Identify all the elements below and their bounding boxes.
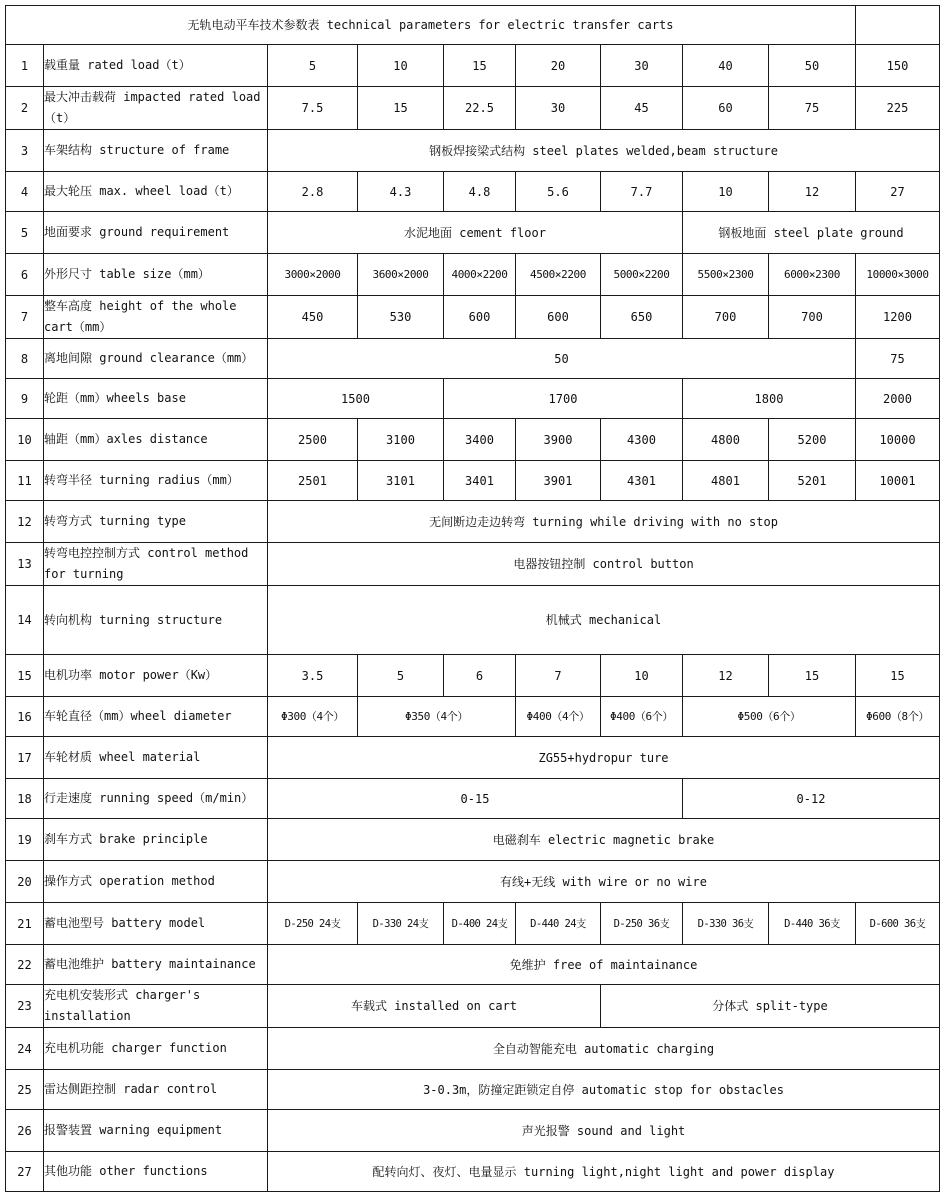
value-cell: 600 (516, 296, 601, 339)
parameter-label: 电机功率 motor power（Kw） (44, 655, 268, 697)
value-cell: 3400 (444, 419, 516, 461)
row-number: 25 (6, 1070, 44, 1110)
value-cell: 7 (516, 655, 601, 697)
value-cell: 3000×2000 (268, 254, 358, 296)
row-number: 6 (6, 254, 44, 296)
value-cell: D-330 36支 (683, 903, 769, 945)
value-cell: 1200 (856, 296, 940, 339)
table-row (6, 543, 940, 586)
value-cell: 1500 (268, 379, 444, 419)
value-cell: 7.5 (268, 87, 358, 130)
value-cell: 12 (769, 172, 856, 212)
value-cell: 15 (769, 655, 856, 697)
value-cell: 75 (769, 87, 856, 130)
parameter-label: 刹车方式 brake principle (44, 819, 268, 861)
row-number: 8 (6, 339, 44, 379)
row-number: 9 (6, 379, 44, 419)
table-row (6, 655, 940, 697)
parameter-table (5, 5, 940, 1192)
value-cell: D-250 36支 (601, 903, 683, 945)
table-row (6, 501, 940, 543)
parameter-label: 外形尺寸 table size（mm） (44, 254, 268, 296)
row-number: 20 (6, 861, 44, 903)
row-number: 1 (6, 45, 44, 87)
parameter-label: 报警装置 warning equipment (44, 1110, 268, 1152)
value-cell: Φ400（4个） (516, 697, 601, 737)
table-title: 无轨电动平车技术参数表 technical parameters for electric transfer carts (6, 6, 856, 45)
value-cell: 有线+无线 with wire or no wire (268, 861, 940, 903)
table-row (6, 45, 940, 87)
value-cell: 钢板地面 steel plate ground (683, 212, 940, 254)
parameter-label: 最大冲击载荷 impacted rated load（t） (44, 87, 268, 130)
value-cell: 3901 (516, 461, 601, 501)
value-cell: 15 (444, 45, 516, 87)
parameter-label: 行走速度 running speed（m/min） (44, 779, 268, 819)
value-cell: 40 (683, 45, 769, 87)
row-number: 4 (6, 172, 44, 212)
table-row (6, 861, 940, 903)
table-row (6, 586, 940, 655)
parameter-label: 轮距（mm）wheels base (44, 379, 268, 419)
value-cell: 3100 (358, 419, 444, 461)
parameter-label: 载重量 rated load（t） (44, 45, 268, 87)
parameter-label: 整车高度 height of the whole cart（mm） (44, 296, 268, 339)
row-number: 10 (6, 419, 44, 461)
value-cell: D-250 24支 (268, 903, 358, 945)
parameter-label: 最大轮压 max. wheel load（t） (44, 172, 268, 212)
value-cell: 3401 (444, 461, 516, 501)
parameter-label: 车轮直径（mm）wheel diameter (44, 697, 268, 737)
value-cell: 水泥地面 cement floor (268, 212, 683, 254)
value-cell: 60 (683, 87, 769, 130)
value-cell: 15 (358, 87, 444, 130)
parameter-label: 充电机功能 charger function (44, 1028, 268, 1070)
value-cell: 3.5 (268, 655, 358, 697)
parameter-label: 转弯半径 turning radius（mm） (44, 461, 268, 501)
title-blank-cell (856, 6, 940, 45)
value-cell: 50 (769, 45, 856, 87)
value-cell: 15 (856, 655, 940, 697)
parameter-label: 转弯方式 turning type (44, 501, 268, 543)
table-row (6, 779, 940, 819)
parameter-label: 其他功能 other functions (44, 1152, 268, 1192)
value-cell: 2.8 (268, 172, 358, 212)
row-number: 17 (6, 737, 44, 779)
value-cell: 450 (268, 296, 358, 339)
table-row (6, 819, 940, 861)
value-cell: 5200 (769, 419, 856, 461)
value-cell: 1700 (444, 379, 683, 419)
table-row (6, 296, 940, 339)
value-cell: 5201 (769, 461, 856, 501)
table-row (6, 1152, 940, 1192)
value-cell: 配转向灯、夜灯、电量显示 turning light,night light and power display (268, 1152, 940, 1192)
parameter-label: 蓄电池型号 battery model (44, 903, 268, 945)
parameter-label: 车轮材质 wheel material (44, 737, 268, 779)
table-row (6, 1110, 940, 1152)
value-cell: 45 (601, 87, 683, 130)
value-cell: 22.5 (444, 87, 516, 130)
row-number: 16 (6, 697, 44, 737)
table-row (6, 903, 940, 945)
table-row (6, 697, 940, 737)
row-number: 14 (6, 586, 44, 655)
value-cell: 电器按钮控制 control button (268, 543, 940, 586)
table-row (6, 339, 940, 379)
value-cell: 2500 (268, 419, 358, 461)
value-cell: 机械式 mechanical (268, 586, 940, 655)
value-cell: 5500×2300 (683, 254, 769, 296)
row-number: 13 (6, 543, 44, 586)
value-cell: D-600 36支 (856, 903, 940, 945)
table-row (6, 945, 940, 985)
value-cell: 75 (856, 339, 940, 379)
value-cell: 30 (601, 45, 683, 87)
value-cell: 全自动智能充电 automatic charging (268, 1028, 940, 1070)
row-number: 15 (6, 655, 44, 697)
value-cell: ZG55+hydropur ture (268, 737, 940, 779)
value-cell: D-400 24支 (444, 903, 516, 945)
value-cell: 5.6 (516, 172, 601, 212)
value-cell: 0-15 (268, 779, 683, 819)
table-row (6, 1070, 940, 1110)
row-number: 3 (6, 130, 44, 172)
value-cell: Φ500（6个） (683, 697, 856, 737)
value-cell: 10001 (856, 461, 940, 501)
value-cell: 4500×2200 (516, 254, 601, 296)
value-cell: 5000×2200 (601, 254, 683, 296)
value-cell: 3900 (516, 419, 601, 461)
parameter-label: 离地间隙 ground clearance（mm） (44, 339, 268, 379)
row-number: 18 (6, 779, 44, 819)
value-cell: 钢板焊接梁式结构 steel plates welded,beam structure (268, 130, 940, 172)
row-number: 26 (6, 1110, 44, 1152)
value-cell: 10 (683, 172, 769, 212)
value-cell: 700 (769, 296, 856, 339)
value-cell: 150 (856, 45, 940, 87)
row-number: 23 (6, 985, 44, 1028)
row-number: 12 (6, 501, 44, 543)
row-number: 24 (6, 1028, 44, 1070)
table-row (6, 737, 940, 779)
table-row (6, 254, 940, 296)
value-cell: 6000×2300 (769, 254, 856, 296)
table-row (6, 985, 940, 1028)
value-cell: 10 (358, 45, 444, 87)
value-cell: 10000×3000 (856, 254, 940, 296)
value-cell: 6 (444, 655, 516, 697)
parameter-label: 转向机构 turning structure (44, 586, 268, 655)
value-cell: 7.7 (601, 172, 683, 212)
value-cell: 10 (601, 655, 683, 697)
value-cell: 4.3 (358, 172, 444, 212)
row-number: 27 (6, 1152, 44, 1192)
value-cell: 4800 (683, 419, 769, 461)
parameter-label: 车架结构 structure of frame (44, 130, 268, 172)
value-cell: Φ300（4个） (268, 697, 358, 737)
value-cell: 50 (268, 339, 856, 379)
value-cell: 600 (444, 296, 516, 339)
value-cell: 1800 (683, 379, 856, 419)
value-cell: 5 (268, 45, 358, 87)
row-number: 19 (6, 819, 44, 861)
value-cell: 4301 (601, 461, 683, 501)
parameter-label: 蓄电池维护 battery maintainance (44, 945, 268, 985)
value-cell: 2501 (268, 461, 358, 501)
value-cell: 650 (601, 296, 683, 339)
parameter-sheet (5, 5, 940, 1192)
value-cell: 4000×2200 (444, 254, 516, 296)
parameter-label: 雷达侧距控制 radar control (44, 1070, 268, 1110)
value-cell: 3101 (358, 461, 444, 501)
value-cell: 4801 (683, 461, 769, 501)
table-row (6, 87, 940, 130)
table-row (6, 461, 940, 501)
parameter-label: 充电机安装形式 charger's installation (44, 985, 268, 1028)
value-cell: 10000 (856, 419, 940, 461)
value-cell: 无间断边走边转弯 turning while driving with no stop (268, 501, 940, 543)
value-cell: 3-0.3m，防撞定距锁定自停 automatic stop for obstacles (268, 1070, 940, 1110)
table-row (6, 212, 940, 254)
row-number: 7 (6, 296, 44, 339)
value-cell: D-330 24支 (358, 903, 444, 945)
table-row (6, 130, 940, 172)
value-cell: 20 (516, 45, 601, 87)
value-cell: D-440 24支 (516, 903, 601, 945)
value-cell: 2000 (856, 379, 940, 419)
value-cell: 电磁刹车 electric magnetic brake (268, 819, 940, 861)
value-cell: 12 (683, 655, 769, 697)
value-cell: Φ400（6个） (601, 697, 683, 737)
value-cell: 3600×2000 (358, 254, 444, 296)
value-cell: 声光报警 sound and light (268, 1110, 940, 1152)
value-cell: 700 (683, 296, 769, 339)
value-cell: 4300 (601, 419, 683, 461)
parameter-label: 地面要求 ground requirement (44, 212, 268, 254)
title-row (6, 6, 940, 45)
value-cell: 225 (856, 87, 940, 130)
row-number: 5 (6, 212, 44, 254)
value-cell: 分体式 split-type (601, 985, 940, 1028)
value-cell: 5 (358, 655, 444, 697)
value-cell: 30 (516, 87, 601, 130)
parameter-label: 轴距（mm）axles distance (44, 419, 268, 461)
value-cell: 车载式 installed on cart (268, 985, 601, 1028)
parameter-label: 操作方式 operation method (44, 861, 268, 903)
value-cell: Φ350（4个） (358, 697, 516, 737)
table-row (6, 172, 940, 212)
value-cell: 4.8 (444, 172, 516, 212)
row-number: 2 (6, 87, 44, 130)
value-cell: 27 (856, 172, 940, 212)
value-cell: 530 (358, 296, 444, 339)
parameter-label: 转弯电控控制方式 control method for turning (44, 543, 268, 586)
table-row (6, 419, 940, 461)
value-cell: Φ600（8个） (856, 697, 940, 737)
row-number: 21 (6, 903, 44, 945)
row-number: 22 (6, 945, 44, 985)
value-cell: 0-12 (683, 779, 940, 819)
row-number: 11 (6, 461, 44, 501)
table-row (6, 1028, 940, 1070)
table-row (6, 379, 940, 419)
value-cell: 免维护 free of maintainance (268, 945, 940, 985)
value-cell: D-440 36支 (769, 903, 856, 945)
